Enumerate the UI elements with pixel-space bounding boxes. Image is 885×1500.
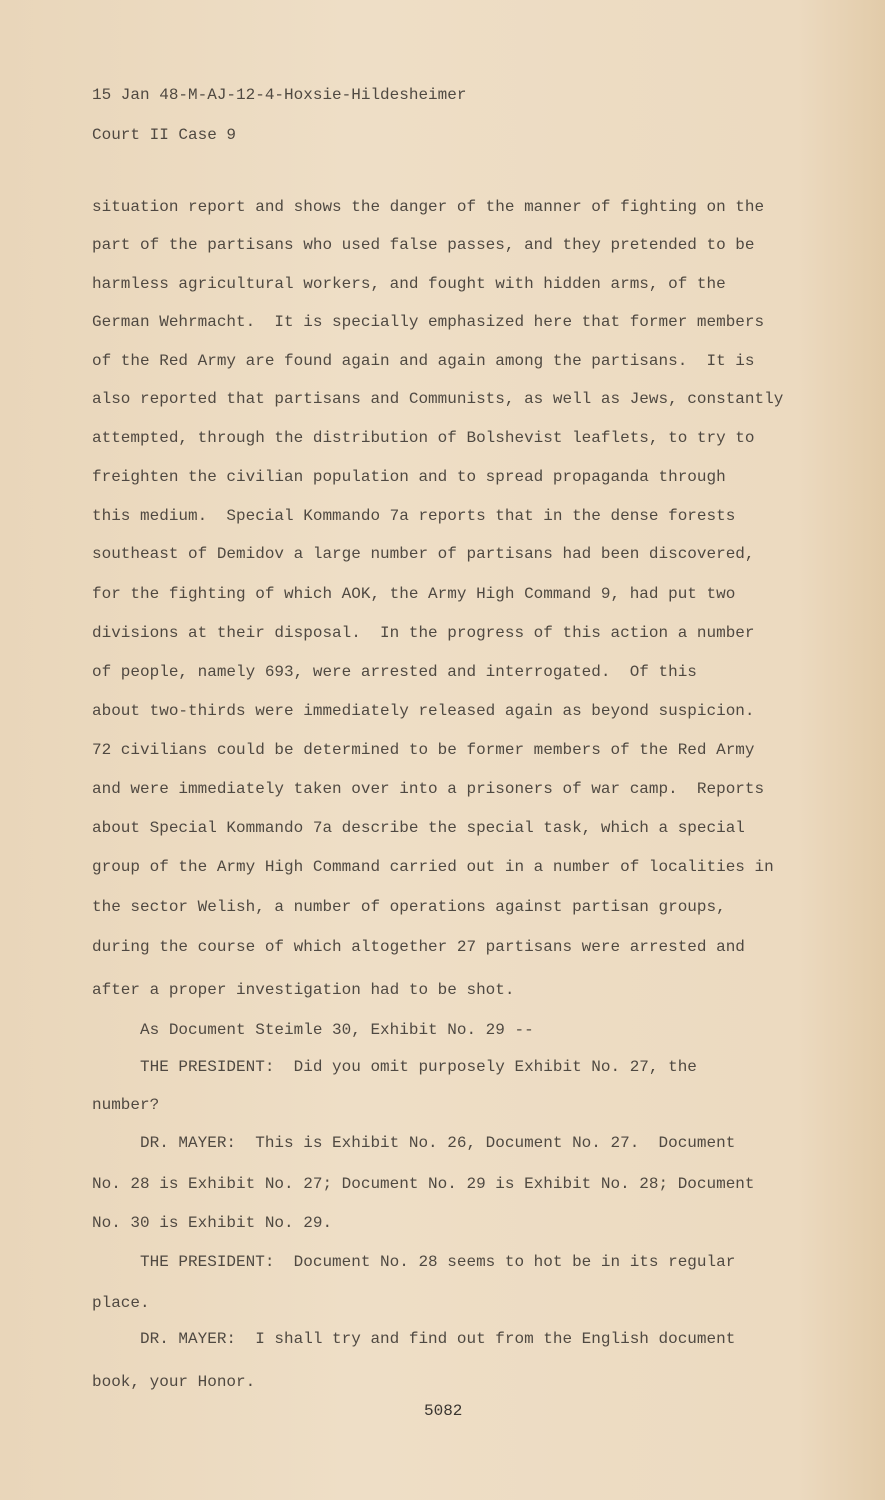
text-line: this medium. Special Kommando 7a reports that in the dense forests bbox=[92, 507, 736, 525]
text-line: the sector Welish, a number of operations against partisan groups, bbox=[92, 898, 726, 916]
text-line: also reported that partisans and Communists, as well as Jews, constantly bbox=[92, 390, 784, 408]
page-number: 5082 bbox=[424, 1402, 463, 1420]
text-line: group of the Army High Command carried out in a number of localities in bbox=[92, 858, 774, 876]
text-line: part of the partisans who used false passes, and they pretended to be bbox=[92, 236, 755, 254]
header-court: Court II Case 9 bbox=[92, 126, 237, 144]
text-line: book, your Honor. bbox=[92, 1373, 256, 1391]
text-line: about two-thirds were immediately released again as beyond suspicion. bbox=[92, 702, 755, 720]
text-line: DR. MAYER: I shall try and find out from the English document bbox=[92, 1330, 736, 1348]
text-line: THE PRESIDENT: Did you omit purposely Exhibit No. 27, the bbox=[92, 1058, 697, 1076]
header-reference: 15 Jan 48-M-AJ-12-4-Hoxsie-Hildesheimer bbox=[92, 86, 467, 104]
text-line: southeast of Demidov a large number of partisans had been discovered, bbox=[92, 545, 755, 563]
text-line: harmless agricultural workers, and fought with hidden arms, of the bbox=[92, 275, 726, 293]
text-line: divisions at their disposal. In the progress of this action a number bbox=[92, 624, 755, 642]
text-line: situation report and shows the danger of the manner of fighting on the bbox=[92, 198, 765, 216]
text-line: after a proper investigation had to be shot. bbox=[92, 981, 515, 999]
text-line: for the fighting of which AOK, the Army High Command 9, had put two bbox=[92, 585, 736, 603]
text-line: THE PRESIDENT: Document No. 28 seems to hot be in its regular bbox=[92, 1253, 736, 1271]
text-line: about Special Kommando 7a describe the special task, which a special bbox=[92, 819, 745, 837]
text-line: place. bbox=[92, 1294, 150, 1312]
text-line: of people, namely 693, were arrested and interrogated. Of this bbox=[92, 663, 697, 681]
text-line: of the Red Army are found again and again among the partisans. It is bbox=[92, 352, 755, 370]
text-line: DR. MAYER: This is Exhibit No. 26, Document No. 27. Document bbox=[92, 1134, 736, 1152]
text-line: No. 28 is Exhibit No. 27; Document No. 29 is Exhibit No. 28; Document bbox=[92, 1175, 755, 1193]
text-line: As Document Steimle 30, Exhibit No. 29 -- bbox=[92, 1021, 534, 1039]
text-line: and were immediately taken over into a prisoners of war camp. Reports bbox=[92, 780, 765, 798]
text-line: number? bbox=[92, 1096, 160, 1114]
text-line: freighten the civilian population and to spread propaganda through bbox=[92, 468, 726, 486]
text-line: 72 civilians could be determined to be former members of the Red Army bbox=[92, 741, 755, 759]
text-line: German Wehrmacht. It is specially emphasized here that former members bbox=[92, 313, 765, 331]
text-line: attempted, through the distribution of Bolshevist leaflets, to try to bbox=[92, 429, 755, 447]
text-line: No. 30 is Exhibit No. 29. bbox=[92, 1214, 333, 1232]
text-line: during the course of which altogether 27 partisans were arrested and bbox=[92, 938, 745, 956]
